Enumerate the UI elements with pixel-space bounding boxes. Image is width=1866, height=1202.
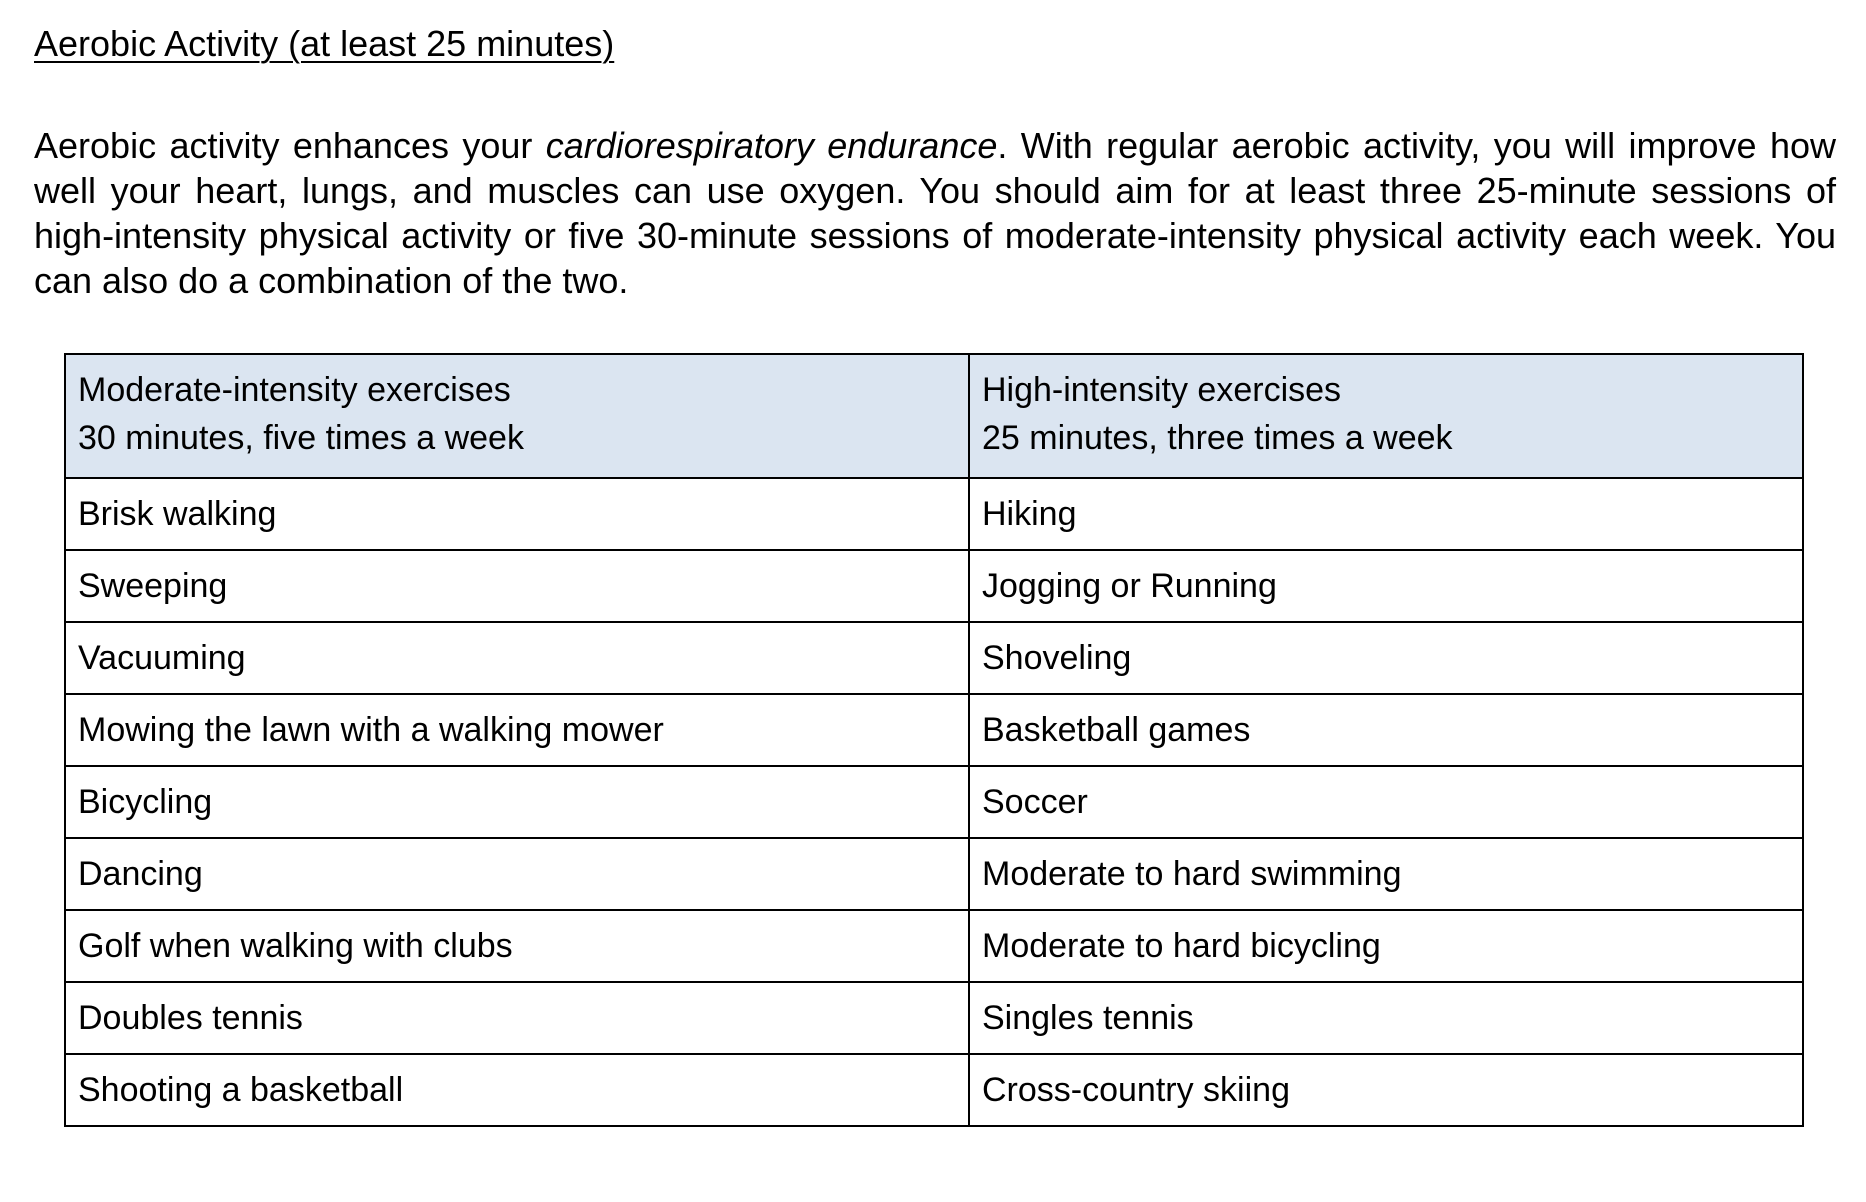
table-row xyxy=(65,478,1803,550)
header-moderate-intensity xyxy=(65,354,969,478)
header-high-intensity xyxy=(969,354,1803,478)
table-row xyxy=(65,622,1803,694)
table-row xyxy=(65,694,1803,766)
table-cell-moderate: Dancing xyxy=(65,838,969,910)
intro-paragraph xyxy=(34,123,1836,303)
table-row xyxy=(65,766,1803,838)
intro-emphasis: cardiorespiratory endurance xyxy=(545,125,998,166)
table-row xyxy=(65,838,1803,910)
table-row xyxy=(65,1054,1803,1126)
table-cell-moderate: Brisk walking xyxy=(65,478,969,550)
table-row xyxy=(65,550,1803,622)
table-cell-moderate: Doubles tennis xyxy=(65,982,969,1054)
header-title: High-intensity exercises xyxy=(982,371,1342,409)
table-cell-moderate: Vacuuming xyxy=(65,622,969,694)
table-cell-high: Moderate to hard bicycling xyxy=(969,910,1803,982)
table-row xyxy=(65,982,1803,1054)
intro-text-start: Aerobic activity enhances your xyxy=(34,125,546,166)
header-title: Moderate-intensity exercises xyxy=(78,371,511,409)
table-cell-high: Singles tennis xyxy=(969,982,1803,1054)
table-cell-high: Moderate to hard swimming xyxy=(969,838,1803,910)
table-cell-high: Cross-country skiing xyxy=(969,1054,1803,1126)
section-heading: Aerobic Activity (at least 25 minutes) xyxy=(34,23,615,64)
table-cell-high: Shoveling xyxy=(969,622,1803,694)
table-cell-high: Hiking xyxy=(969,478,1803,550)
header-subtitle: 30 minutes, five times a week xyxy=(78,419,524,457)
table-row xyxy=(65,910,1803,982)
table-cell-high: Basketball games xyxy=(969,694,1803,766)
header-subtitle: 25 minutes, three times a week xyxy=(982,419,1453,457)
table-cell-moderate: Shooting a basketball xyxy=(65,1054,969,1126)
table-cell-moderate: Golf when walking with clubs xyxy=(65,910,969,982)
table-cell-moderate: Sweeping xyxy=(65,550,969,622)
table-header-row xyxy=(65,354,1803,478)
intro-text-end: . With regular aerobic activity, you will improve how well your heart, lungs, and muscles can use oxygen. You should aim for at least three 25-minute sessions of high-intensity physical activity or five 30-minute sessions of moderate-intensity physical activity each week. You can also do a combination of the two. xyxy=(34,125,1836,301)
table-cell-high: Jogging or Running xyxy=(969,550,1803,622)
table-cell-high: Soccer xyxy=(969,766,1803,838)
exercise-table xyxy=(64,353,1804,1127)
table-cell-moderate: Mowing the lawn with a walking mower xyxy=(65,694,969,766)
table-cell-moderate: Bicycling xyxy=(65,766,969,838)
